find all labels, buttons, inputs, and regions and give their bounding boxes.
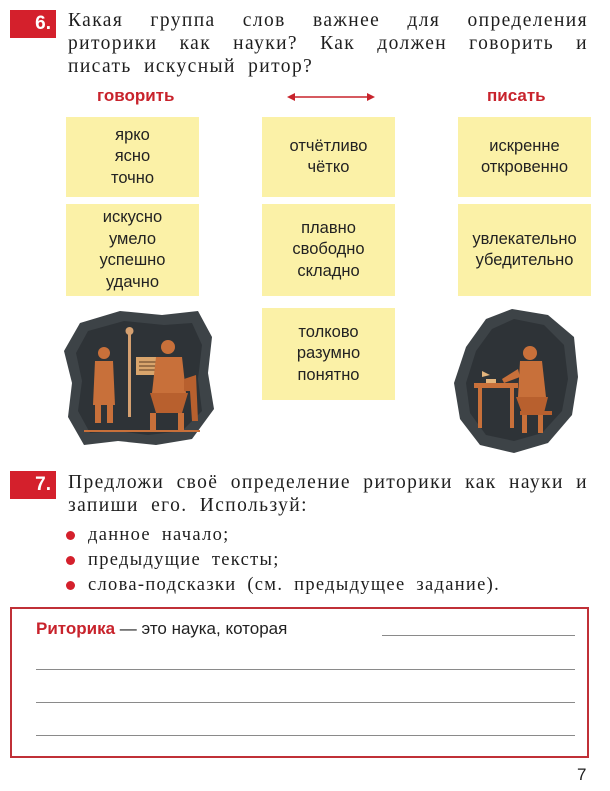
hint-list	[66, 523, 500, 598]
card-word: чётко	[307, 158, 350, 176]
ancient-scribe-illustration	[452, 307, 580, 455]
task-number-7: 7.	[10, 471, 56, 499]
card-word: искренне	[489, 136, 560, 155]
card-word: ярко	[115, 125, 150, 144]
card-word: ясно	[114, 147, 151, 166]
answer-line[interactable]	[36, 735, 575, 736]
card-word: складно	[297, 261, 360, 280]
bullet-icon	[66, 531, 75, 540]
bullet-icon	[66, 581, 75, 590]
card-word: убедительно	[475, 251, 574, 269]
word-card	[262, 308, 395, 400]
ancient-teacher-illustration	[64, 309, 214, 447]
hint-item	[66, 523, 500, 548]
heading-speak: говорить	[97, 86, 175, 105]
card-word: умело	[108, 229, 157, 248]
card-word: успешно	[99, 251, 166, 269]
card-word: плавно	[301, 218, 356, 237]
hint-item	[66, 548, 500, 573]
card-word: отчётливо	[289, 136, 368, 155]
answer-prompt	[36, 619, 287, 639]
page-number: 7	[577, 765, 587, 784]
answer-line[interactable]	[382, 635, 575, 636]
answer-prompt-text: — это наука, которая	[115, 619, 288, 638]
answer-term: Риторика	[36, 619, 116, 638]
answer-line[interactable]	[36, 702, 575, 703]
word-card	[66, 204, 199, 296]
card-word: искусно	[102, 208, 163, 226]
answer-line[interactable]	[36, 669, 575, 670]
card-word: удачно	[105, 272, 160, 291]
card-word: разумно	[296, 344, 361, 363]
card-word: точно	[110, 168, 155, 187]
hint-item	[66, 573, 500, 598]
word-card	[262, 117, 395, 197]
card-word: понятно	[297, 365, 360, 384]
card-word: откровенно	[480, 158, 569, 176]
word-card	[458, 117, 591, 197]
word-card	[262, 204, 395, 296]
heading-write: писать	[487, 86, 546, 105]
hint-text: предыдущие тексты;	[88, 550, 280, 570]
word-card	[66, 117, 199, 197]
card-word: свободно	[292, 240, 365, 259]
hint-text: данное начало;	[88, 525, 230, 545]
card-word: увлекательно	[472, 229, 577, 248]
answer-box[interactable]	[10, 607, 589, 758]
task-6-question: Какая группа слов важнее для определения риторики как науки? Как должен говорить и писать искусный ритор?	[68, 10, 588, 77]
bullet-icon	[66, 556, 75, 565]
task-7-question: Предложи своё определение риторики как науки и запиши его. Используй:	[68, 472, 588, 516]
double-arrow-icon	[287, 89, 375, 105]
card-word: толково	[298, 322, 359, 341]
word-card	[458, 204, 591, 296]
hint-text: слова-подсказки (см. предыдущее задание).	[88, 575, 501, 595]
task-number-6: 6.	[10, 10, 56, 38]
